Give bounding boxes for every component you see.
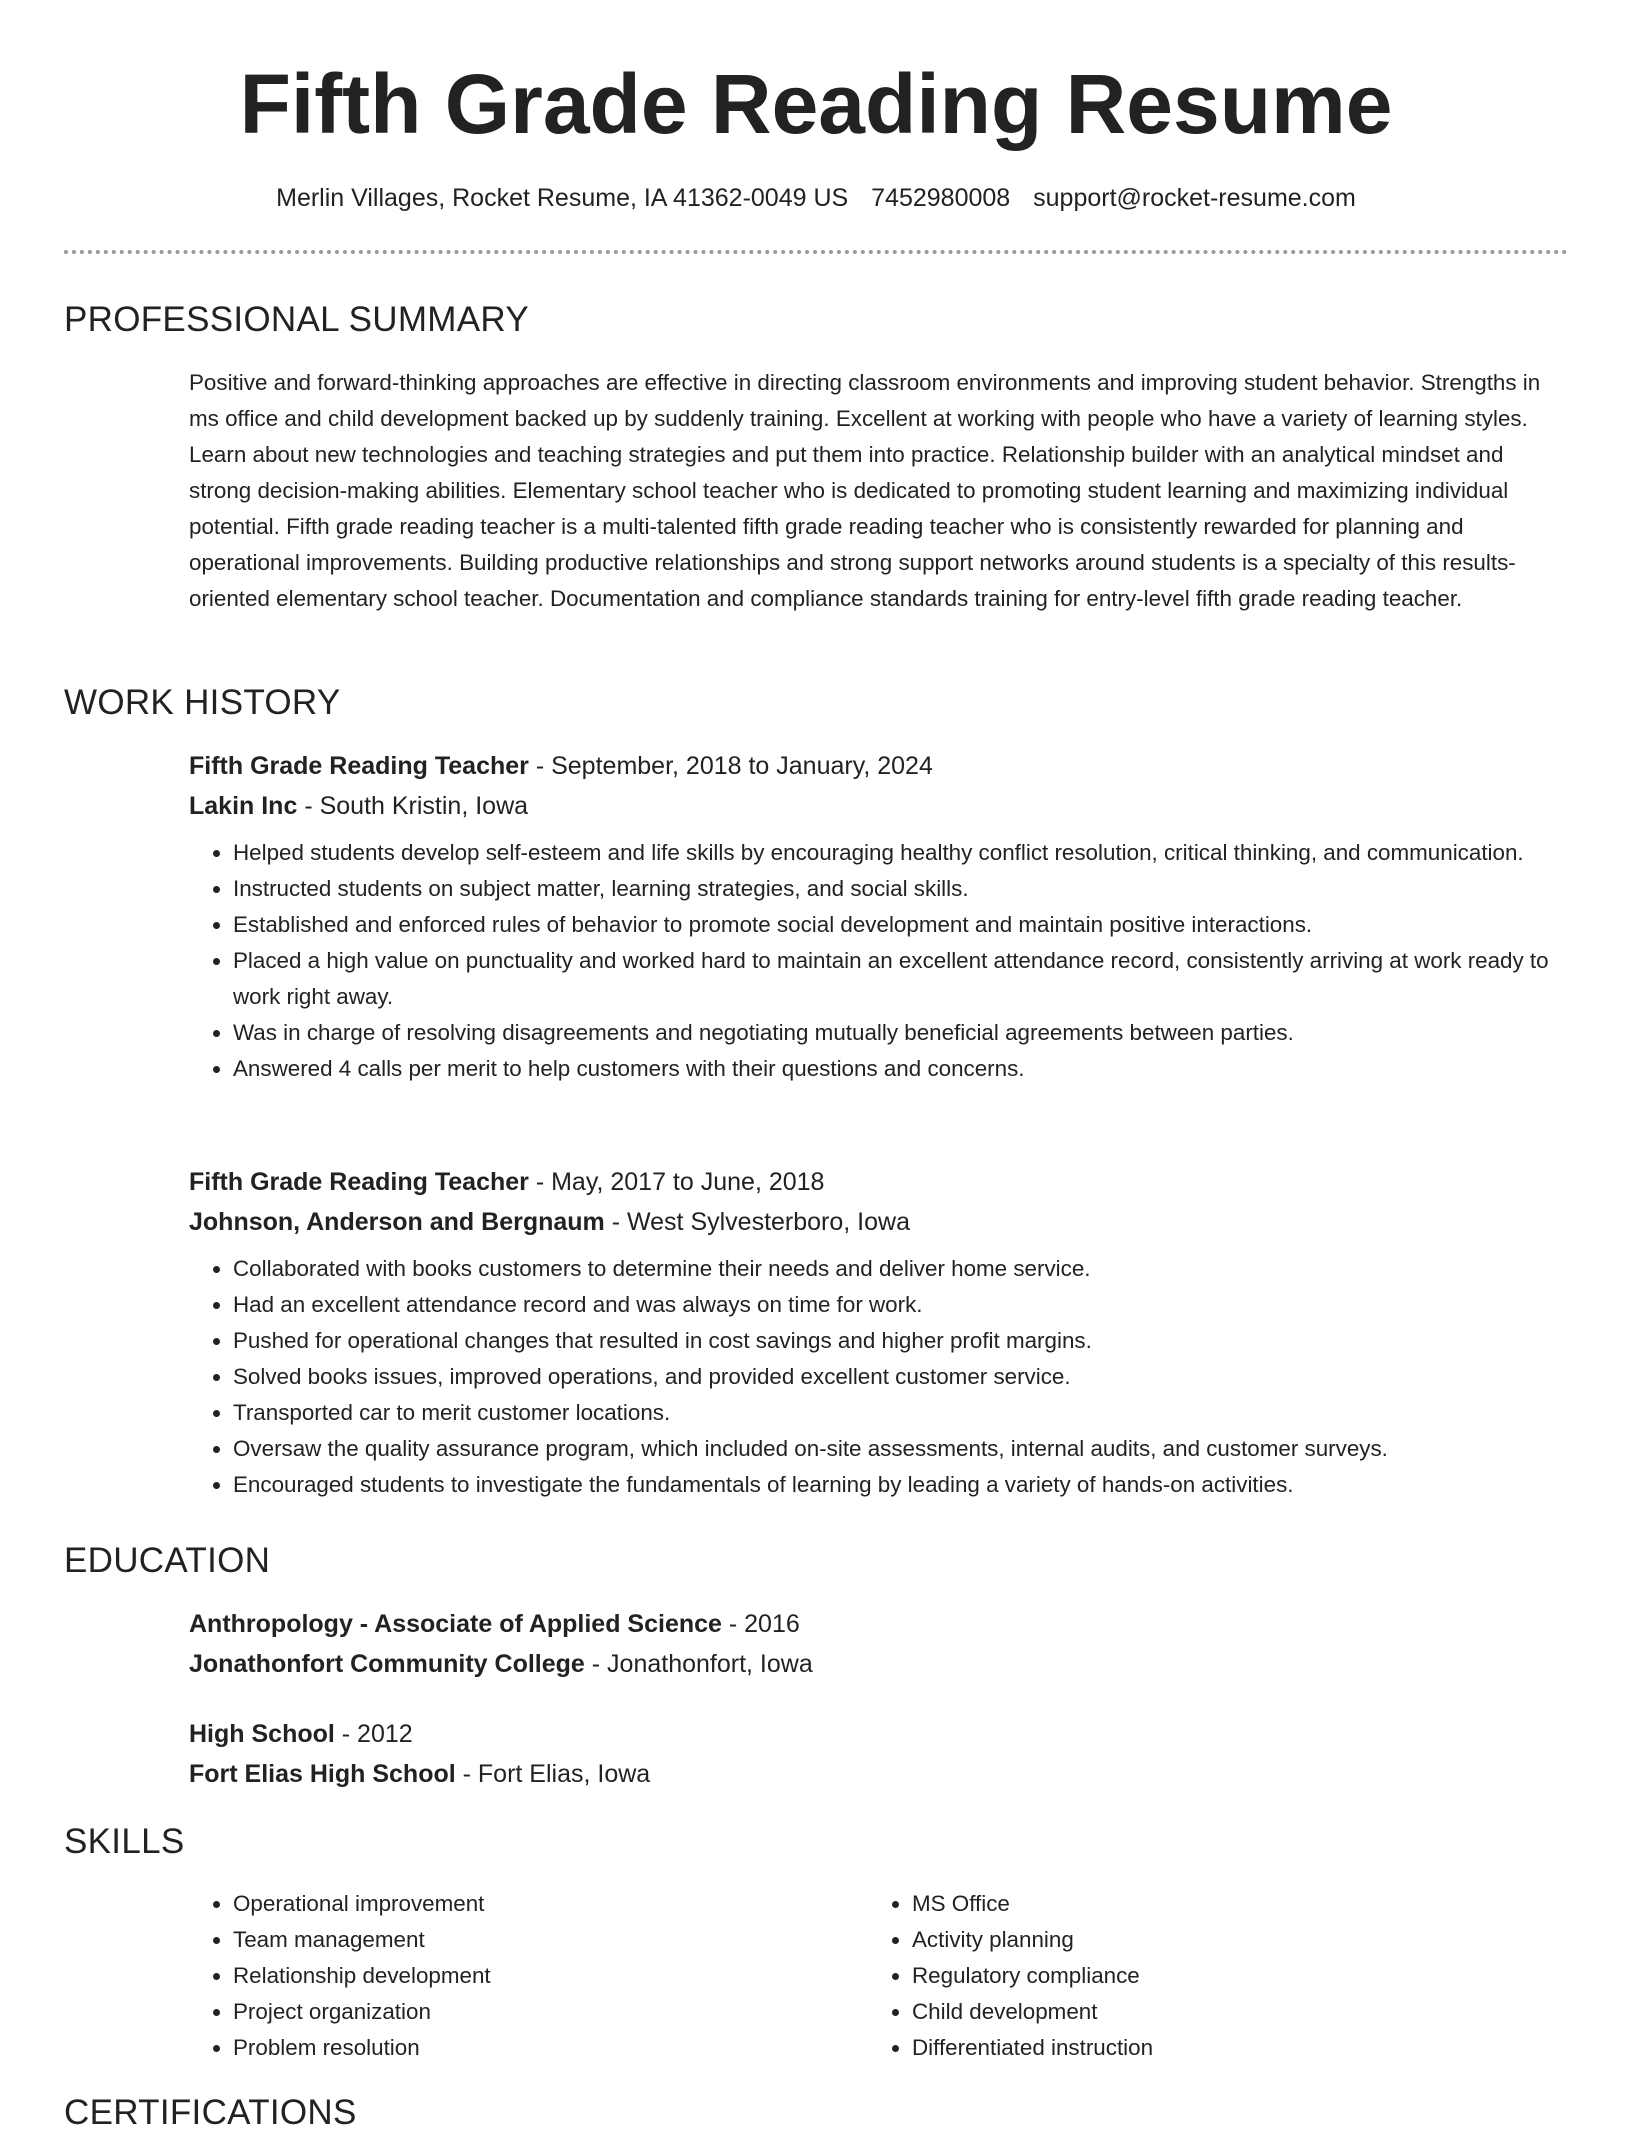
skill-item: • Problem resolution (233, 2030, 833, 2066)
section-title-certifications: CERTIFICATIONS (64, 2093, 357, 2132)
section-title-work-history: WORK HISTORY (64, 683, 341, 722)
education-school: Fort Elias High School (189, 1760, 456, 1788)
education-school-line (189, 1754, 1569, 1794)
job-bullets (189, 835, 1569, 1087)
skill-item: • Operational improvement (233, 1886, 833, 1922)
skill-item: • MS Office (912, 1886, 1512, 1922)
education-location: - Fort Elias, Iowa (455, 1760, 651, 1788)
job-bullets (189, 1251, 1569, 1503)
contact-address: Merlin Villages, Rocket Resume, IA 41362-0049 US (276, 184, 849, 212)
education-degree-line (189, 1604, 1569, 1644)
list-item: • Placed a high value on punctuality and worked hard to maintain an excellent attendance record, consistently arriving at work ready to work right away. (233, 943, 1569, 1015)
education-school: Jonathonfort Community College (189, 1650, 585, 1678)
job-company-line (189, 786, 1569, 826)
contact-phone: 7452980008 (871, 184, 1011, 212)
job-title: Fifth Grade Reading Teacher (189, 752, 529, 780)
skills-column-right (868, 1886, 1512, 2066)
education-degree: Anthropology - Associate of Applied Science (189, 1610, 722, 1638)
education-degree: High School (189, 1720, 335, 1748)
education-location: - Jonathonfort, Iowa (584, 1650, 813, 1678)
education-year: - 2012 (334, 1720, 413, 1748)
list-item: • Helped students develop self-esteem and life skills by encouraging healthy conflict resolution, critical thinking, and communication. (233, 835, 1569, 871)
job-company: Lakin Inc (189, 792, 298, 820)
job-title-line (189, 1162, 1569, 1202)
job-dates: - September, 2018 to January, 2024 (528, 752, 933, 780)
list-item: • Answered 4 calls per merit to help customers with their questions and concerns. (233, 1051, 1569, 1087)
education-degree-line (189, 1714, 1569, 1754)
skill-item: • Regulatory compliance (912, 1958, 1512, 1994)
skill-item: • Child development (912, 1994, 1512, 2030)
skill-item: • Project organization (233, 1994, 833, 2030)
list-item: • Encouraged students to investigate the fundamentals of learning by leading a variety of hands-on activities. (233, 1467, 1569, 1503)
education-entry (189, 1604, 1569, 1684)
job-company-line (189, 1202, 1569, 1242)
list-item: • Established and enforced rules of behavior to promote social development and maintain positive interactions. (233, 907, 1569, 943)
list-item: • Solved books issues, improved operations, and provided excellent customer service. (233, 1359, 1569, 1395)
job-title-line (189, 746, 1569, 786)
job-entry (189, 746, 1569, 1087)
list-item: • Transported car to merit customer locations. (233, 1395, 1569, 1431)
summary-text: Positive and forward-thinking approaches are effective in directing classroom environments and improving student behavior. Strengths in ms office and child development backed up by suddenly training. Excellent at working with people who have a variety of learning styles. Learn about new technologies and teaching strategies and put them into practice. Relationship builder with an analytical mindset and strong decision-making abilities. Elementary school teacher who is dedicated to promoting student learning and maximizing individual potential. Fifth grade reading teacher is a multi-talented fifth grade reading teacher who is consistently rewarded for planning and operational improvements. Building productive relationships and strong support networks around students is a specialty of this results-oriented elementary school teacher. Documentation and compliance standards training for entry-level fifth grade reading teacher. (189, 370, 1541, 611)
list-item: • Had an excellent attendance record and was always on time for work. (233, 1287, 1569, 1323)
skill-item: • Relationship development (233, 1958, 833, 1994)
education-entry (189, 1714, 1569, 1794)
list-item: • Pushed for operational changes that resulted in cost savings and higher profit margins. (233, 1323, 1569, 1359)
contact-line (0, 181, 1632, 215)
list-item: • Was in charge of resolving disagreements and negotiating mutually beneficial agreements between parties. (233, 1015, 1569, 1051)
education-school-line (189, 1644, 1569, 1684)
skill-item: • Activity planning (912, 1922, 1512, 1958)
job-title: Fifth Grade Reading Teacher (189, 1168, 529, 1196)
list-item: • Oversaw the quality assurance program, which included on-site assessments, internal audits, and customer surveys. (233, 1431, 1569, 1467)
section-title-education: EDUCATION (64, 1541, 271, 1580)
job-location: - West Sylvesterboro, Iowa (604, 1208, 910, 1236)
job-entry (189, 1162, 1569, 1503)
list-item: • Collaborated with books customers to determine their needs and deliver home service. (233, 1251, 1569, 1287)
contact-email: support@rocket-resume.com (1033, 184, 1356, 212)
header-divider (64, 250, 1568, 254)
skills-column-left (189, 1886, 833, 2066)
skill-item: • Team management (233, 1922, 833, 1958)
job-dates: - May, 2017 to June, 2018 (528, 1168, 825, 1196)
skill-item: • Differentiated instruction (912, 2030, 1512, 2066)
section-title-summary: PROFESSIONAL SUMMARY (64, 300, 529, 339)
list-item: • Instructed students on subject matter, learning strategies, and social skills. (233, 871, 1569, 907)
education-year: - 2016 (721, 1610, 800, 1638)
job-location: - South Kristin, Iowa (297, 792, 529, 820)
job-company: Johnson, Anderson and Bergnaum (189, 1208, 605, 1236)
resume-title: Fifth Grade Reading Resume (239, 57, 1393, 151)
section-title-skills: SKILLS (64, 1822, 185, 1861)
